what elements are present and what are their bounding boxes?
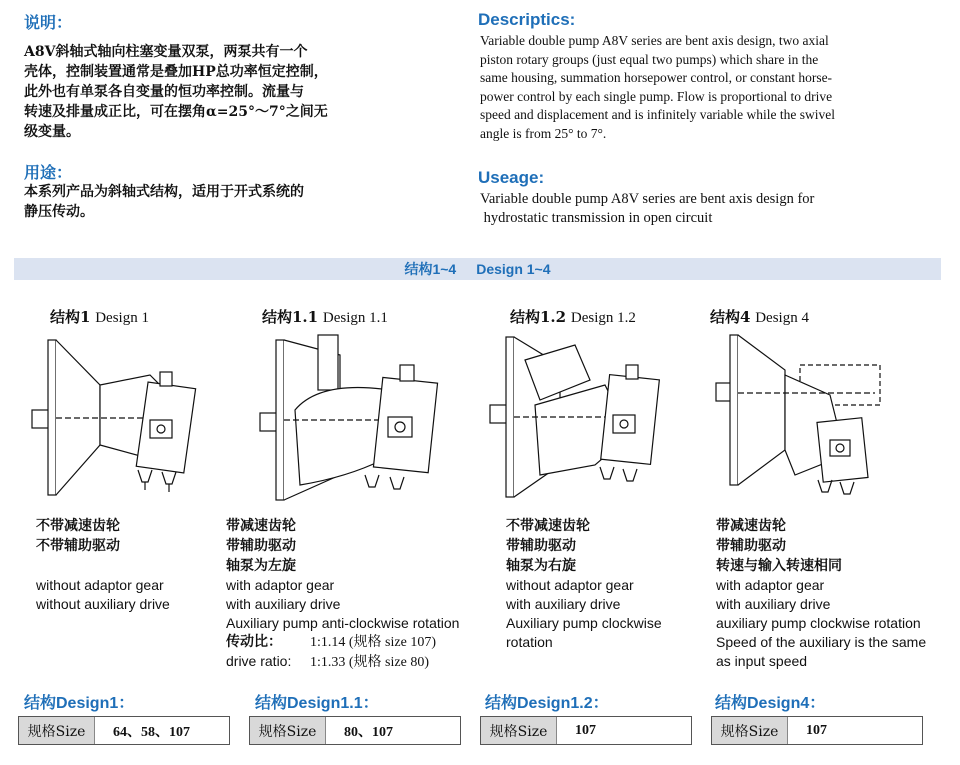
design12-cn-title: 结构1.2 <box>510 308 567 326</box>
design4-en-line: auxiliary pump clockwise rotation <box>716 615 921 631</box>
design12-en-line: without adaptor gear <box>506 577 634 593</box>
design12-pump-drawing <box>480 325 680 515</box>
intro-cn-line: 级变量。 <box>24 124 80 140</box>
usage-en-title: Useage: <box>478 168 545 187</box>
intro-en-line: speed and displacement and is infinitely variable while the swivel <box>480 107 836 122</box>
intro-en-line: same housing, summation horsepower control, or constant horse- <box>480 70 833 85</box>
design1-cn-title: 结构1 <box>50 308 91 326</box>
design11-en-line: with adaptor gear <box>226 577 335 593</box>
design12-cn-line: 不带减速齿轮 <box>506 518 590 534</box>
design1-en-line: without adaptor gear <box>36 577 164 593</box>
intro-en-line: piston rotary groups (just equal two pumps) which share in the <box>480 51 819 67</box>
intro-en-line: power control by each single pump. Flow is proportional to drive <box>480 88 833 104</box>
intro-cn-line: A8V斜轴式轴向柱塞变量双泵，两泵共有一个 <box>24 44 308 60</box>
design1-pump-drawing <box>20 330 220 515</box>
design4-en-line: with adaptor gear <box>716 577 825 593</box>
design11-cn-line: 轴泵为左旋 <box>226 558 296 574</box>
design4-en-line: as input speed <box>716 653 808 669</box>
design1-en-title: Design 1 <box>95 310 149 326</box>
band-cn: 结构1~4 <box>404 261 457 277</box>
design1-cn-line: 不带减速齿轮 <box>36 518 120 534</box>
usage-cn-line: 静压传动。 <box>24 204 94 220</box>
design-section-title <box>0 259 955 279</box>
size-label: 规格Size <box>481 717 557 744</box>
design1-bottom-title: 结构Design1： <box>24 695 135 712</box>
intro-cn-text <box>24 42 328 142</box>
ratio-value: 1:1.14 (规格 size 107) <box>310 635 436 650</box>
ratio-label: drive ratio: <box>226 653 292 669</box>
design11-cn-line: 带辅助驱动 <box>226 538 296 554</box>
design11-size-box <box>249 716 461 745</box>
design4-size-box <box>711 716 923 745</box>
design11-ratio-line <box>226 633 459 652</box>
size-label: 规格Size <box>250 717 326 744</box>
design12-en-line: rotation <box>506 634 553 650</box>
intro-en-title: Descriptics: <box>478 10 576 29</box>
design1-en-line: without auxiliary drive <box>36 596 170 612</box>
design4-caption <box>716 516 926 671</box>
size-label: 规格Size <box>712 717 788 744</box>
design12-en-line: with auxiliary drive <box>506 596 621 612</box>
design12-caption <box>506 516 662 652</box>
design4-en-title: Design 4 <box>755 310 809 326</box>
design4-cn-line: 带辅助驱动 <box>716 538 786 554</box>
size-label: 规格Size <box>19 717 95 744</box>
usage-cn-line: 本系列产品为斜轴式结构，适用于开式系统的 <box>24 184 304 200</box>
band-en: Design 1~4 <box>476 261 551 277</box>
size-values: 107 <box>806 722 827 738</box>
design12-cn-line: 带辅助驱动 <box>506 538 576 554</box>
ratio-label: 传动比： <box>226 634 282 650</box>
intro-cn-title: 说明： <box>24 15 73 32</box>
intro-cn-line: 转速及排量成正比，可在摆角α=25°～7°之间无 <box>24 104 328 120</box>
design11-cn-line: 带减速齿轮 <box>226 518 296 534</box>
design12-en-line: Auxiliary pump clockwise <box>506 615 662 631</box>
design4-cn-line: 转速与输入转速相同 <box>716 558 842 574</box>
design12-cn-line: 轴泵为右旋 <box>506 558 576 574</box>
design1-cn-line: 不带辅助驱动 <box>36 538 120 554</box>
design4-pump-drawing <box>700 325 900 515</box>
design12-size-box <box>480 716 692 745</box>
design11-bottom-title: 结构Design1.1： <box>255 695 379 712</box>
design4-en-line: Speed of the auxiliary is the same <box>716 634 927 650</box>
design12-title <box>510 306 636 327</box>
size-values: 64、58、107 <box>113 724 190 740</box>
intro-cn-line: 壳体，控制装置通常是叠加HP总功率恒定控制， <box>24 64 328 80</box>
design12-en-title: Design 1.2 <box>570 310 636 326</box>
size-values: 80、107 <box>344 724 393 740</box>
design11-cn-title: 结构1.1 <box>262 308 319 326</box>
usage-en-text <box>480 190 814 228</box>
usage-cn-title: 用途： <box>24 165 73 182</box>
design11-en-title: Design 1.1 <box>322 310 388 326</box>
intro-en-text <box>480 32 835 143</box>
usage-en-line: Variable double pump A8V series are bent axis design for <box>480 191 815 207</box>
usage-cn-text <box>24 182 304 222</box>
design1-title <box>50 306 149 327</box>
design11-en-line: Auxiliary pump anti-clockwise rotation <box>226 615 460 631</box>
design1-size-box <box>18 716 230 745</box>
design11-title <box>262 306 388 327</box>
intro-en-line: Variable double pump A8V series are bent axis design, two axial <box>480 33 829 48</box>
size-values: 107 <box>575 722 596 738</box>
intro-cn-line: 此外也有单泵各自变量的恒功率控制。流量与 <box>24 84 304 100</box>
design4-en-line: with auxiliary drive <box>716 596 831 612</box>
intro-en-line: angle is from 25° to 7°. <box>480 125 607 141</box>
design4-bottom-title: 结构Design4： <box>715 695 826 712</box>
design11-ratio-line <box>226 652 459 672</box>
design4-title <box>710 306 809 327</box>
design11-caption <box>226 516 459 672</box>
ratio-value: 1:1.33 (规格 size 80) <box>310 655 429 670</box>
design4-cn-title: 结构4 <box>710 308 751 326</box>
usage-en-line: hydrostatic transmission in open circuit <box>480 210 713 226</box>
design1-caption <box>36 516 170 614</box>
design12-bottom-title: 结构Design1.2： <box>485 695 609 712</box>
design11-en-line: with auxiliary drive <box>226 596 341 612</box>
design4-cn-line: 带减速齿轮 <box>716 518 786 534</box>
design11-pump-drawing <box>240 325 460 515</box>
